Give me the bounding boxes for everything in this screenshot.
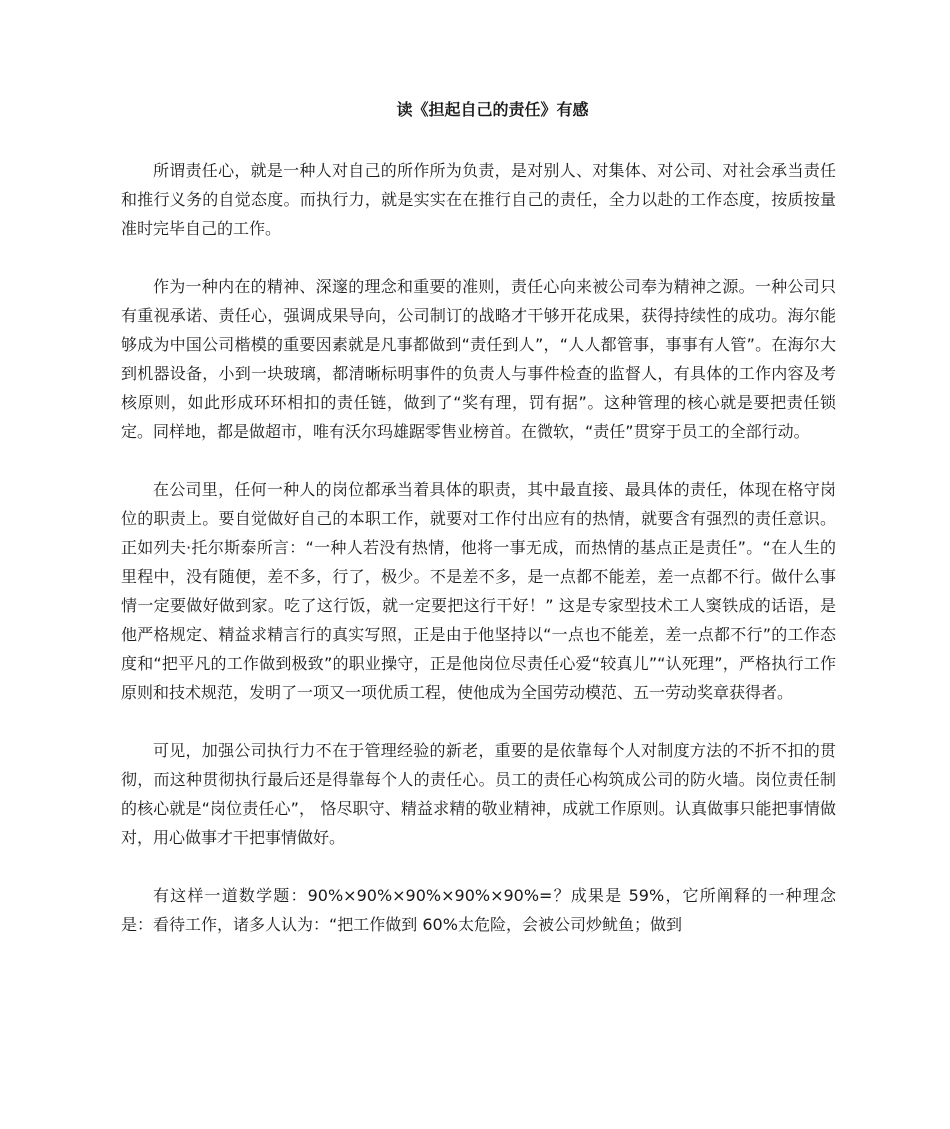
document-title: 读《担起自己的责任》有感 bbox=[396, 100, 589, 119]
paragraph-2: 作为一种内在的精神、深邃的理念和重要的准则，责任心向来被公司奉为精神之源。一种公司只有重视承诺、责任心，强调成果导向，公司制订的战略才干够开花成果，获得持续性的成功。海尔能够成为中国公司楷模的重要因素就是凡事都做到“责任到人”，“人人都管事，事事有人管”。在海尔大到机器设备，小到一块玻璃，都清晰标明事件的负责人与事件检查的监督人，有具体的工作内容及考核原则，如此形成环环相扣的责任链，做到了“奖有理，罚有据”。这种管理的核心就是要把责任锁定。同样地，都是做超市，唯有沃尔玛雄踞零售业榜首。在微软，“责任”贯穿于员工的全部行动。 bbox=[121, 277, 836, 441]
paragraph-5: 有这样一道数学题：90%×90%×90%×90%×90%=？成果是 59%，它所阐释的一种理念是：看待工作，诸多人认为：“把工作做到 60%太危险，会被公司炒鱿鱼；做到 bbox=[121, 886, 836, 934]
document-body bbox=[121, 156, 836, 968]
paragraph-4: 可见，加强公司执行力不在于管理经验的新老，重要的是依靠每个人对制度方法的不折不扣的贯彻，而这种贯彻执行最后还是得靠每个人的责任心。员工的责任心构筑成公司的防火墙。岗位责任制的核心就是“岗位责任心”， 恪尽职守、精益求精的敬业精神，成就工作原则。认真做事只能把事情做对，用心做事才干把事情做好。 bbox=[121, 741, 836, 847]
paragraph-1: 所谓责任心，就是一种人对自己的所作所为负责，是对别人、对集体、对公司、对社会承当责任和推行义务的自觉态度。而执行力，就是实实在在推行自己的责任，全力以赴的工作态度，按质按量准时完毕自己的工作。 bbox=[121, 161, 836, 238]
paragraph-3: 在公司里，任何一种人的岗位都承当着具体的职责，其中最直接、最具体的责任，体现在格守岗位的职责上。要自觉做好自己的本职工作，就要对工作付出应有的热情，就要含有强烈的责任意识。正如列夫·托尔斯泰所言：“一种人若没有热情，他将一事无成，而热情的基点正是责任”。“在人生的里程中，没有随便，差不多，行了，极少。不是差不多，是一点都不能差，差一点都不行。做什么事情一定要做好做到家。吃了这行饭，就一定要把这行干好！” 这是专家型技术工人窦铁成的话语，是他严格规定、精益求精言行的真实写照，正是由于他坚持以“一点也不能差，差一点都不行”的工作态度和“把平凡的工作做到极致”的职业操守，正是他岗位尽责任心爱“较真儿”“认死理”，严格执行工作原则和技术规范，发明了一项又一项优质工程，使他成为全国劳动模范、五一劳动奖章获得者。 bbox=[121, 480, 836, 702]
